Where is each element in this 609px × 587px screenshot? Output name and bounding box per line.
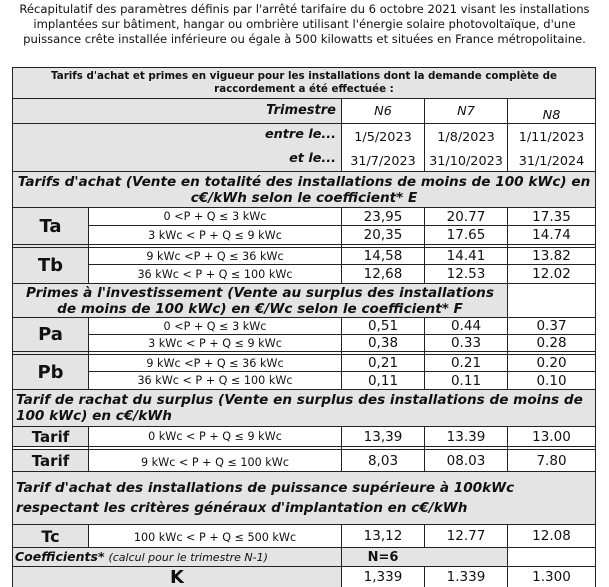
tc-range: 100 kWc < P + Q ≤ 500 kWc bbox=[133, 530, 297, 544]
tb-2-n7: 12.53 bbox=[446, 266, 486, 282]
tb-1-n8: 13.82 bbox=[532, 248, 571, 264]
k-label: K bbox=[170, 567, 184, 587]
ta-label: Ta bbox=[39, 215, 62, 237]
ta-range-1: 0 <P + Q ≤ 3 kWc bbox=[163, 210, 267, 223]
quarter-name-n6: N6 bbox=[374, 103, 392, 119]
coefficients-label: Coefficients* bbox=[15, 549, 105, 564]
tb-1-n7: 14.41 bbox=[446, 248, 486, 264]
pa-2-n8: 0.28 bbox=[536, 335, 567, 351]
ta-1-n6: 23,95 bbox=[363, 208, 403, 225]
tb-range-1: 9 kWc <P + Q ≤ 36 kWc bbox=[146, 249, 284, 263]
coefficients-note: (calcul pour le trimestre N-1) bbox=[108, 551, 268, 564]
to-label: et le... bbox=[289, 151, 336, 166]
pa-1-n6: 0,51 bbox=[367, 318, 399, 334]
tarif1-label: Tarif bbox=[31, 427, 70, 446]
quarter-to-n6: 31/7/2023 bbox=[350, 153, 416, 169]
pb-1-n6: 0,21 bbox=[367, 355, 399, 371]
section-sup100-title: Tarif d'achat des installations de puissance supérieure à 100kWc respectant les critères généraux d'implantation en c€/kWh bbox=[16, 480, 515, 516]
pa-label: Pa bbox=[38, 324, 63, 345]
tc-label: Tc bbox=[41, 526, 60, 546]
tarif2-range: 9 kWc < P + Q ≤ 100 kWc bbox=[141, 455, 289, 469]
tarif2-n8: 7.80 bbox=[536, 452, 567, 469]
pb-label: Pb bbox=[37, 361, 64, 383]
pa-range-1: 0 <P + Q ≤ 3 kWc bbox=[163, 319, 267, 333]
ta-2-n6: 20,35 bbox=[363, 227, 403, 243]
ta-1-n7: 20.77 bbox=[446, 208, 486, 225]
coefficients-n: N=6 bbox=[367, 549, 399, 565]
intro-line-1: Récapitulatif des paramètres définis par l'arrêté tarifaire du 6 octobre 2021 visant les installations bbox=[19, 2, 590, 16]
pb-1-n7: 0.21 bbox=[450, 355, 482, 371]
table-title: Tarifs d'achat et primes en vigueur pour les installations dont la demande complète de raccordement a été effectuée : bbox=[51, 70, 557, 95]
coefficients-row-label bbox=[15, 548, 341, 566]
pb-1-n8: 0.20 bbox=[536, 355, 567, 371]
pa-range-2: 3 kWc < P + Q ≤ 9 kWc bbox=[148, 336, 282, 350]
tc-n8: 12.08 bbox=[532, 528, 571, 544]
tb-1-n6: 14,58 bbox=[363, 248, 403, 264]
trimestre-label: Trimestre bbox=[266, 103, 336, 118]
pb-range-1: 9 kWc <P + Q ≤ 36 kWc bbox=[146, 356, 284, 370]
tarif1-n7: 13.39 bbox=[446, 428, 486, 445]
quarter-from-n7: 1/8/2023 bbox=[437, 129, 495, 145]
from-label: entre le... bbox=[264, 127, 336, 142]
pa-2-n6: 0,38 bbox=[367, 335, 399, 351]
section-primes-title: Primes à l'investissement (Vente au surplus des installations de moins de 100 kWc) en €/Wc selon le coefficient* F bbox=[26, 284, 494, 317]
tarif2-label: Tarif bbox=[31, 451, 70, 470]
k-n8: 1.300 bbox=[532, 569, 571, 585]
k-n6: 1,339 bbox=[363, 569, 403, 585]
tb-2-n6: 12,68 bbox=[363, 266, 403, 282]
tarif2-n6: 8,03 bbox=[367, 452, 399, 469]
tb-2-n8: 12.02 bbox=[532, 266, 571, 282]
tarif1-range: 0 kWc < P + Q ≤ 9 kWc bbox=[148, 430, 282, 443]
quarter-name-n8: N8 bbox=[542, 107, 561, 123]
ta-1-n8: 17.35 bbox=[532, 208, 571, 225]
intro-line-2: implantées sur bâtiment, hangar ou ombrière utilisant l'énergie solaire photovoltaïque, d'une bbox=[33, 17, 576, 32]
tc-n6: 13,12 bbox=[363, 528, 403, 544]
ta-2-n8: 14.74 bbox=[532, 227, 571, 243]
pa-1-n7: 0.44 bbox=[450, 318, 482, 334]
quarter-from-n6: 1/5/2023 bbox=[354, 129, 412, 145]
intro-text bbox=[0, 2, 609, 48]
pb-2-n7: 0.11 bbox=[450, 372, 482, 389]
ta-range-2: 3 kWc < P + Q ≤ 9 kWc bbox=[148, 228, 282, 242]
tb-range-2: 36 kWc < P + Q ≤ 100 kWc bbox=[137, 267, 293, 281]
tarif1-n6: 13,39 bbox=[363, 428, 403, 445]
k-n7: 1.339 bbox=[446, 569, 486, 585]
section-surplus-title: Tarif de rachat du surplus (Vente en surplus des installations de moins de 100 kWc) en c€/kWh bbox=[16, 392, 583, 424]
quarter-name-n7: N7 bbox=[457, 103, 475, 119]
tc-n7: 12.77 bbox=[446, 528, 486, 544]
tarif1-n8: 13.00 bbox=[532, 428, 571, 445]
quarter-to-n7: 31/10/2023 bbox=[429, 153, 503, 169]
ta-2-n7: 17.65 bbox=[446, 227, 486, 243]
quarter-to-n8: 31/1/2024 bbox=[518, 153, 585, 169]
section-tarifs-title: Tarifs d'achat (Vente en totalité des installations de moins de 100 kWc) en c€/kWh selon le coefficient* E bbox=[17, 173, 591, 206]
quarter-from-n8: 1/11/2023 bbox=[518, 129, 585, 145]
tb-label: Tb bbox=[37, 255, 64, 276]
tariff-table bbox=[12, 67, 596, 587]
pb-2-n6: 0,11 bbox=[367, 372, 399, 389]
intro-line-3: puissance crête installée inférieure ou égale à 500 kilowatts et situées en France métropolitaine. bbox=[23, 32, 586, 47]
pa-1-n8: 0.37 bbox=[536, 318, 567, 334]
pa-2-n7: 0.33 bbox=[450, 335, 482, 351]
pb-2-n8: 0.10 bbox=[536, 372, 567, 389]
tarif2-n7: 08.03 bbox=[446, 452, 486, 469]
pb-range-2: 36 kWc < P + Q ≤ 100 kWc bbox=[137, 374, 293, 387]
